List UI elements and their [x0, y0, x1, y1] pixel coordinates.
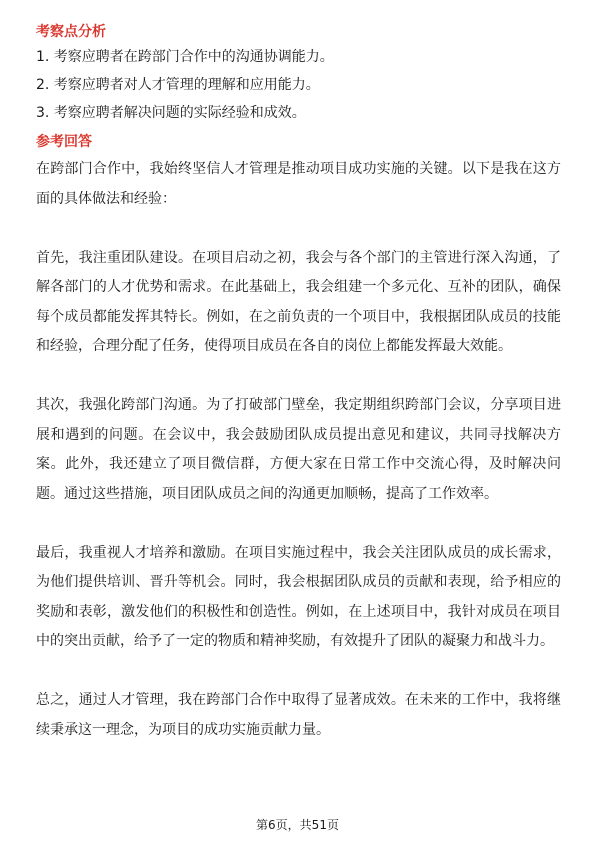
answer-paragraph-team-building: 首先，我注重团队建设。在项目启动之初，我会与各个部门的主管进行深入沟通，了解各部门的人才优势和需求。在此基础上，我会组建一个多元化、互补的团队，确保每个成员都能发挥其特长。例如，在之前负责的一个项目中，我根据团队成员的技能和经验，合理分配了任务，使得项目成员在各自的岗位上都能发挥最大效能。 — [36, 249, 561, 354]
answer-paragraph-talent-development: 最后，我重视人才培养和激励。在项目实施过程中，我会关注团队成员的成长需求，为他们提供培训、晋升等机会。同时，我会根据团队成员的贡献和表现，给予相应的奖励和表彰，激发他们的积极性和创造性。例如，在上述项目中，我针对成员在项目中的突出贡献，给予了一定的物质和精神奖励，有效提升了团队的凝聚力和战斗力。 — [36, 544, 561, 649]
answer-paragraph-communication: 其次，我强化跨部门沟通。为了打破部门壁垒，我定期组织跨部门会议，分享项目进展和遇到的问题。在会议中，我会鼓励团队成员提出意见和建议，共同寻找解决方案。此外，我还建立了项目微信群，方便大家在日常工作中交流心得，及时解决问题。通过这些措施，项目团队成员之间的沟通更加顺畅，提高了工作效率。 — [36, 397, 561, 502]
analysis-item-2: 2. 考察应聘者对人才管理的理解和应用能力。 — [36, 77, 320, 93]
analysis-list — [36, 48, 561, 123]
answer-body — [36, 155, 561, 745]
analysis-heading: 考察点分析 — [36, 24, 106, 40]
page-footer: 第6页，共51页 — [256, 818, 339, 832]
analysis-item-3: 3. 考察应聘者解决问题的实际经验和成效。 — [36, 105, 306, 121]
answer-heading: 参考回答 — [36, 134, 92, 150]
analysis-item-1: 1. 考察应聘者在跨部门合作中的沟通协调能力。 — [36, 49, 334, 65]
answer-paragraph-conclusion: 总之，通过人才管理，我在跨部门合作中取得了显著成效。在未来的工作中，我将继续秉承这一理念，为项目的成功实施贡献力量。 — [36, 692, 561, 738]
document-page — [36, 22, 561, 745]
answer-paragraph-intro: 在跨部门合作中，我始终坚信人才管理是推动项目成功实施的关键。以下是我在这方面的具体做法和经验： — [36, 161, 561, 207]
